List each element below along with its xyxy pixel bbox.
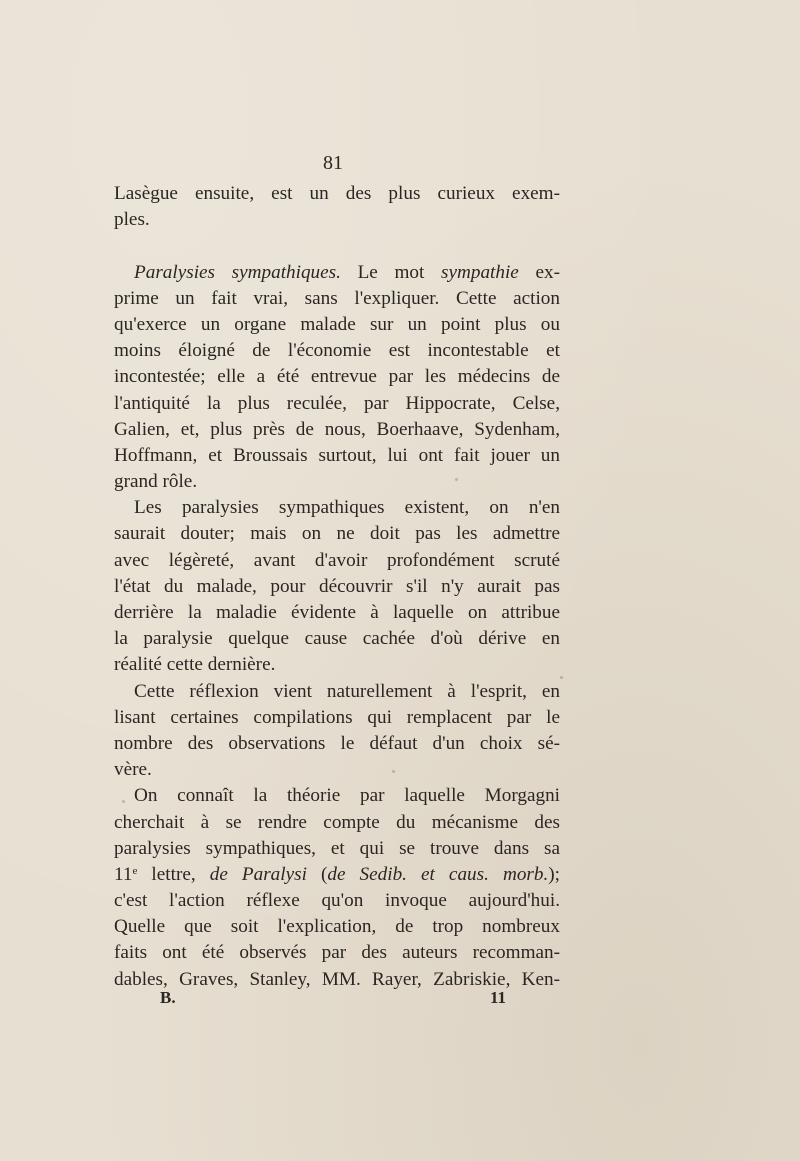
text-span: ); [548,863,561,885]
text-line: Lasègue ensuite, est un des plus curieux exem- [114,183,560,204]
italic-title: de Paralysi [209,863,307,885]
text-line: paralysies sympathiques, et qui se trouve dans sa [114,837,560,859]
text-line: nombre des observations le défaut d'un choix sé- [114,732,560,754]
text-line: réalité cette dernière. [114,654,276,676]
text-span: lettre, [137,863,210,885]
text-line: incontestée; elle a été entrevue par les médecins de [114,366,560,388]
citation-line [114,862,560,888]
italic-term: sympathie [441,261,519,283]
text-line: l'état du malade, pour découvrir s'il n'y aurait pas [114,575,560,597]
text-line: saurait douter; mais on ne doit pas les admettre [114,523,560,545]
text-line: Galien, et, plus près de nous, Boerhaave, Sydenham, [114,418,560,440]
text-line: lisant certaines compilations qui remplacent par le [114,706,560,728]
text-line: avec légèreté, avant d'avoir profondément scruté [114,549,560,571]
text-line: prime un fait vrai, sans l'expliquer. Cette action [114,287,560,309]
letter-number: 11 [114,863,133,885]
text-line: faits ont été observés par des auteurs recomman- [114,942,560,964]
section-heading-line [114,260,560,286]
paper-speck [392,770,395,773]
text-line: Cette réflexion vient naturellement à l'esprit, en [134,680,560,702]
text-line: cherchait à se rendre compte du mécanisme des [114,811,560,833]
text-line: Hoffmann, et Broussais surtout, lui ont fait jouer un [114,444,560,466]
paper-speck [560,676,563,679]
text-line: moins éloigné de l'économie est incontestable et [114,340,560,362]
ordinal-suffix: e [132,864,138,877]
text-span: Le mot [340,261,442,283]
text-span: ex- [518,261,560,283]
paragraph-gap [114,233,560,259]
text-line: vère. [114,759,152,781]
paper-speck [455,478,458,481]
paper-speck [122,800,125,803]
page-number: 81 [323,152,343,174]
text-line: ples. [114,209,150,231]
text-line: On connaît la théorie par laquelle Morgagni [134,785,560,807]
italic-title: de Sedib. et caus. morb. [327,863,549,885]
text-line: Quelle que soit l'explication, de trop nombreux [114,916,560,938]
text-line: grand rôle. [114,471,198,493]
text-line: c'est l'action réflexe qu'on invoque aujourd'hui. [114,890,560,912]
section-title: Paralysies sympathiques. [134,261,341,283]
printer-signature: B. [160,988,176,1007]
body-text [114,181,560,993]
text-line: l'antiquité la plus reculée, par Hippocrate, Celse, [114,392,560,414]
text-line: qu'exerce un organe malade sur un point plus ou [114,313,560,335]
text-line: Les paralysies sympathiques existent, on n'en [134,497,560,519]
text-line: la paralysie quelque cause cachée d'où dérive en [114,628,560,650]
text-span: ( [306,863,328,885]
text-line: dables, Graves, Stanley, MM. Rayer, Zabriskie, Ken- [114,968,560,990]
sheet-number: 11 [490,988,507,1007]
text-line: derrière la maladie évidente à laquelle on attribue [114,602,560,623]
